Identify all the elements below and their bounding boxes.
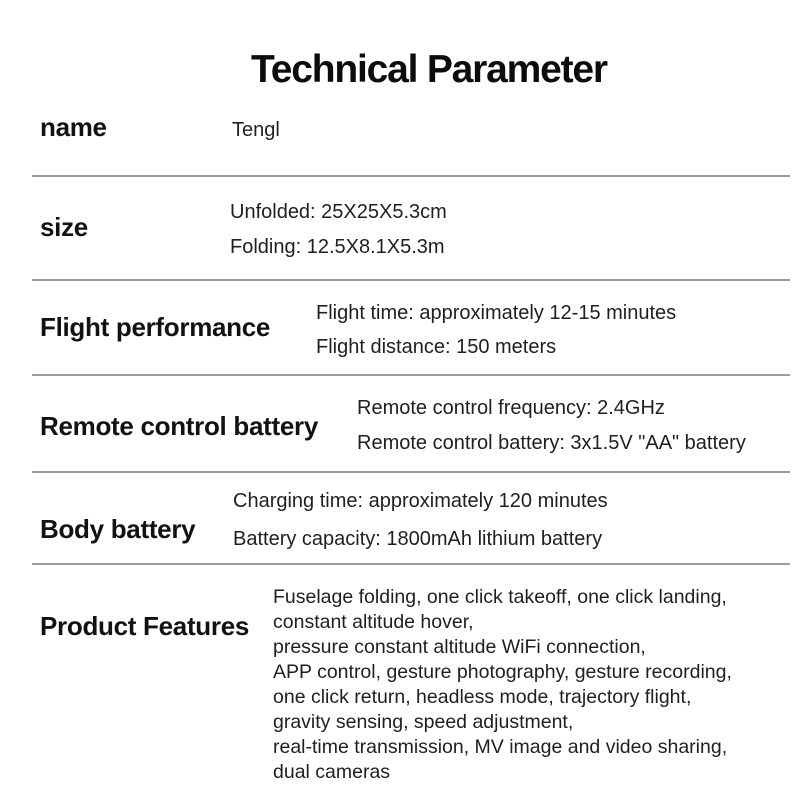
- row-divider: [32, 175, 790, 177]
- spec-value-line: Battery capacity: 1800mAh lithium battery: [233, 528, 603, 550]
- spec-value-product-features: [273, 585, 732, 785]
- spec-label-remote-control-battery: Remote control battery: [40, 411, 319, 441]
- spec-value-line: constant altitude hover,: [273, 611, 474, 633]
- spec-value-line: dual cameras: [273, 761, 391, 783]
- spec-value-line: real-time transmission, MV image and video sharing,: [273, 736, 728, 758]
- spec-value-flight-performance: [316, 296, 676, 364]
- spec-value-line: Remote control frequency: 2.4GHz: [357, 397, 665, 419]
- spec-label-flight-performance: Flight performance: [40, 312, 271, 342]
- spec-value-line: one click return, headless mode, trajectory flight,: [273, 686, 692, 708]
- spec-value-line: Tengl: [232, 119, 280, 141]
- spec-value-body-battery: [233, 482, 608, 558]
- row-divider: [32, 471, 790, 473]
- spec-label-size: size: [40, 212, 88, 242]
- spec-value-line: Fuselage folding, one click takeoff, one click landing,: [273, 586, 727, 608]
- spec-value-line: gravity sensing, speed adjustment,: [273, 711, 574, 733]
- spec-label-product-features: Product Features: [40, 611, 250, 641]
- spec-value-line: Charging time: approximately 120 minutes: [233, 490, 608, 512]
- row-divider: [32, 563, 790, 565]
- spec-value-size: [230, 195, 447, 265]
- spec-value-remote-control-battery: [357, 391, 746, 461]
- spec-value-line: Folding: 12.5X8.1X5.3m: [230, 236, 445, 258]
- spec-value-line: Unfolded: 25X25X5.3cm: [230, 201, 447, 223]
- spec-value-line: Flight time: approximately 12-15 minutes: [316, 302, 677, 324]
- row-divider: [32, 279, 790, 281]
- page-title: Technical Parameter: [251, 48, 607, 92]
- spec-value-line: Flight distance: 150 meters: [316, 336, 557, 358]
- spec-label-name: name: [40, 112, 107, 142]
- spec-value-name: [232, 117, 280, 143]
- spec-label-body-battery: Body battery: [40, 514, 196, 544]
- spec-value-line: APP control, gesture photography, gesture recording,: [273, 661, 732, 683]
- spec-value-line: Remote control battery: 3x1.5V "AA" battery: [357, 432, 746, 454]
- row-divider: [32, 374, 790, 376]
- spec-value-line: pressure constant altitude WiFi connection,: [273, 636, 646, 658]
